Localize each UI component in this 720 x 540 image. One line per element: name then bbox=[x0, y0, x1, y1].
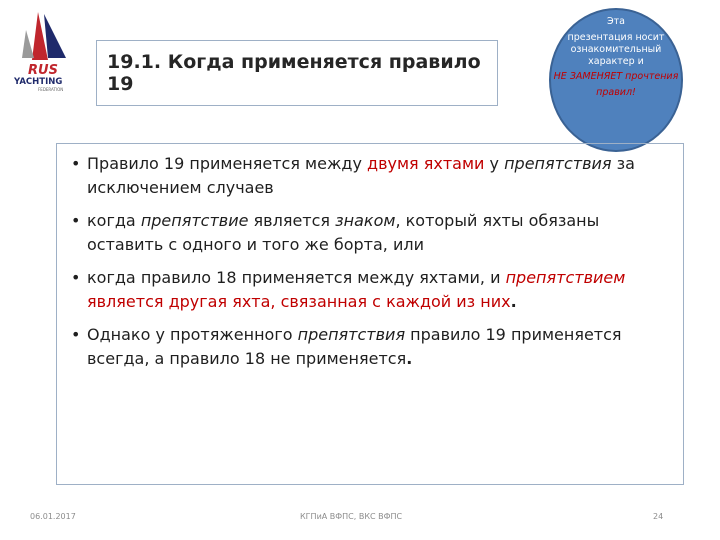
bullet-highlight: препятствием bbox=[505, 268, 626, 287]
slide-title: 19.1. Когда применяется правило 19 bbox=[107, 51, 481, 95]
footer-date: 06.01.2017 bbox=[30, 512, 76, 521]
sail-grey-icon bbox=[22, 30, 34, 58]
bullet-text: за исключением случаев bbox=[87, 154, 635, 197]
bullet-item bbox=[71, 152, 669, 200]
disclaimer-line-4: правил! bbox=[596, 87, 636, 98]
logo-yachting-text: YACHTING bbox=[14, 77, 63, 87]
bullet-term: знаком bbox=[335, 211, 396, 230]
bullet-text: . bbox=[510, 292, 517, 311]
bullet-text: , который яхты обязаны оставить с одного и того же борта, или bbox=[87, 211, 600, 254]
bullet-term: препятствия bbox=[504, 154, 612, 173]
disclaimer-line-1: Эта bbox=[607, 16, 625, 27]
logo-federation-text: FEDERATION bbox=[38, 87, 64, 92]
bullet-text: у bbox=[484, 154, 505, 173]
bullet-text: когда правило 18 применяется между яхтами, и bbox=[87, 268, 506, 287]
bullet-text: является bbox=[248, 211, 336, 230]
disclaimer-line-2: презентация носит ознакомительный характер и bbox=[567, 32, 665, 67]
footer-page-number: 24 bbox=[653, 512, 664, 521]
footer-center: КГПиА ВФПС, ВКС ВФПС bbox=[300, 512, 403, 521]
title-box bbox=[96, 40, 498, 106]
bullet-text: . bbox=[406, 349, 413, 368]
rus-yachting-logo bbox=[8, 12, 86, 92]
disclaimer-bubble bbox=[549, 8, 683, 152]
content-box bbox=[56, 143, 684, 485]
bullet-item bbox=[71, 323, 669, 371]
disclaimer-line-3: НЕ ЗАМЕНЯЕТ прочтения bbox=[553, 71, 679, 82]
logo-rus-text: RUS bbox=[28, 63, 58, 78]
bullet-text: правило 19 применяется всегда, а правило 18 не применяется bbox=[87, 325, 622, 368]
bullet-text: Правило 19 применяется между bbox=[87, 154, 367, 173]
bullet-term: препятствие bbox=[140, 211, 249, 230]
bullet-highlight: двумя яхтами bbox=[367, 154, 485, 173]
bullet-text: Однако у протяженного bbox=[87, 325, 298, 344]
bullet-term: препятствия bbox=[297, 325, 406, 344]
bullet-item bbox=[71, 209, 669, 257]
bullet-highlight: является другая яхта, связанная с каждой из них bbox=[87, 292, 511, 311]
bullet-text: когда bbox=[87, 211, 141, 230]
bullet-item bbox=[71, 266, 669, 314]
sail-navy-icon bbox=[44, 14, 66, 58]
